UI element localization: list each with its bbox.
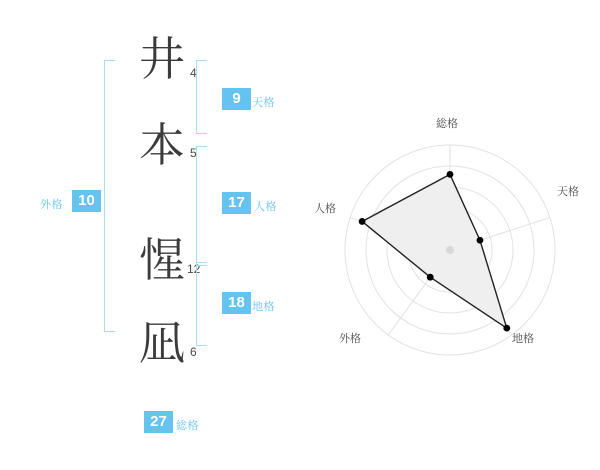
kanji-char-4: 凪 <box>139 316 185 370</box>
radar-chart-svg <box>300 0 600 470</box>
stroke-count-3: 12 <box>187 262 201 276</box>
tenkaku-bracket <box>196 60 207 134</box>
kanji-char-3: 惺 <box>139 233 185 287</box>
score-label-jinkaku: 人格 <box>254 201 277 213</box>
radar-axis-label-0: 総格 <box>436 118 458 130</box>
score-label-outer: 外格 <box>40 199 63 211</box>
chikaku-bracket <box>196 262 207 346</box>
stroke-count-2: 5 <box>190 146 197 160</box>
score-label-total: 総格 <box>176 420 199 432</box>
score-badge-tenkaku: 9 <box>222 88 251 110</box>
kanji-char-1: 井 <box>139 32 185 86</box>
score-badge-jinkaku: 17 <box>222 192 251 214</box>
outer-bracket <box>104 60 115 332</box>
radar-axis-label-3: 外格 <box>339 333 361 345</box>
score-badge-total: 27 <box>144 411 173 433</box>
score-badge-outer: 10 <box>72 190 101 212</box>
score-label-chikaku: 地格 <box>252 301 275 313</box>
score-label-tenkaku: 天格 <box>252 97 275 109</box>
kanji-char-2: 本 <box>139 118 185 172</box>
radar-axis-label-4: 人格 <box>314 203 336 215</box>
score-badge-chikaku: 18 <box>222 292 251 314</box>
jinkaku-bracket <box>196 146 207 266</box>
radar-center-dot <box>446 246 454 254</box>
radar-chart <box>300 0 600 470</box>
stroke-count-1: 4 <box>190 66 197 80</box>
radar-axis-label-2: 地格 <box>512 333 534 345</box>
stroke-count-4: 6 <box>190 345 197 359</box>
radar-axis-label-1: 天格 <box>557 186 579 198</box>
